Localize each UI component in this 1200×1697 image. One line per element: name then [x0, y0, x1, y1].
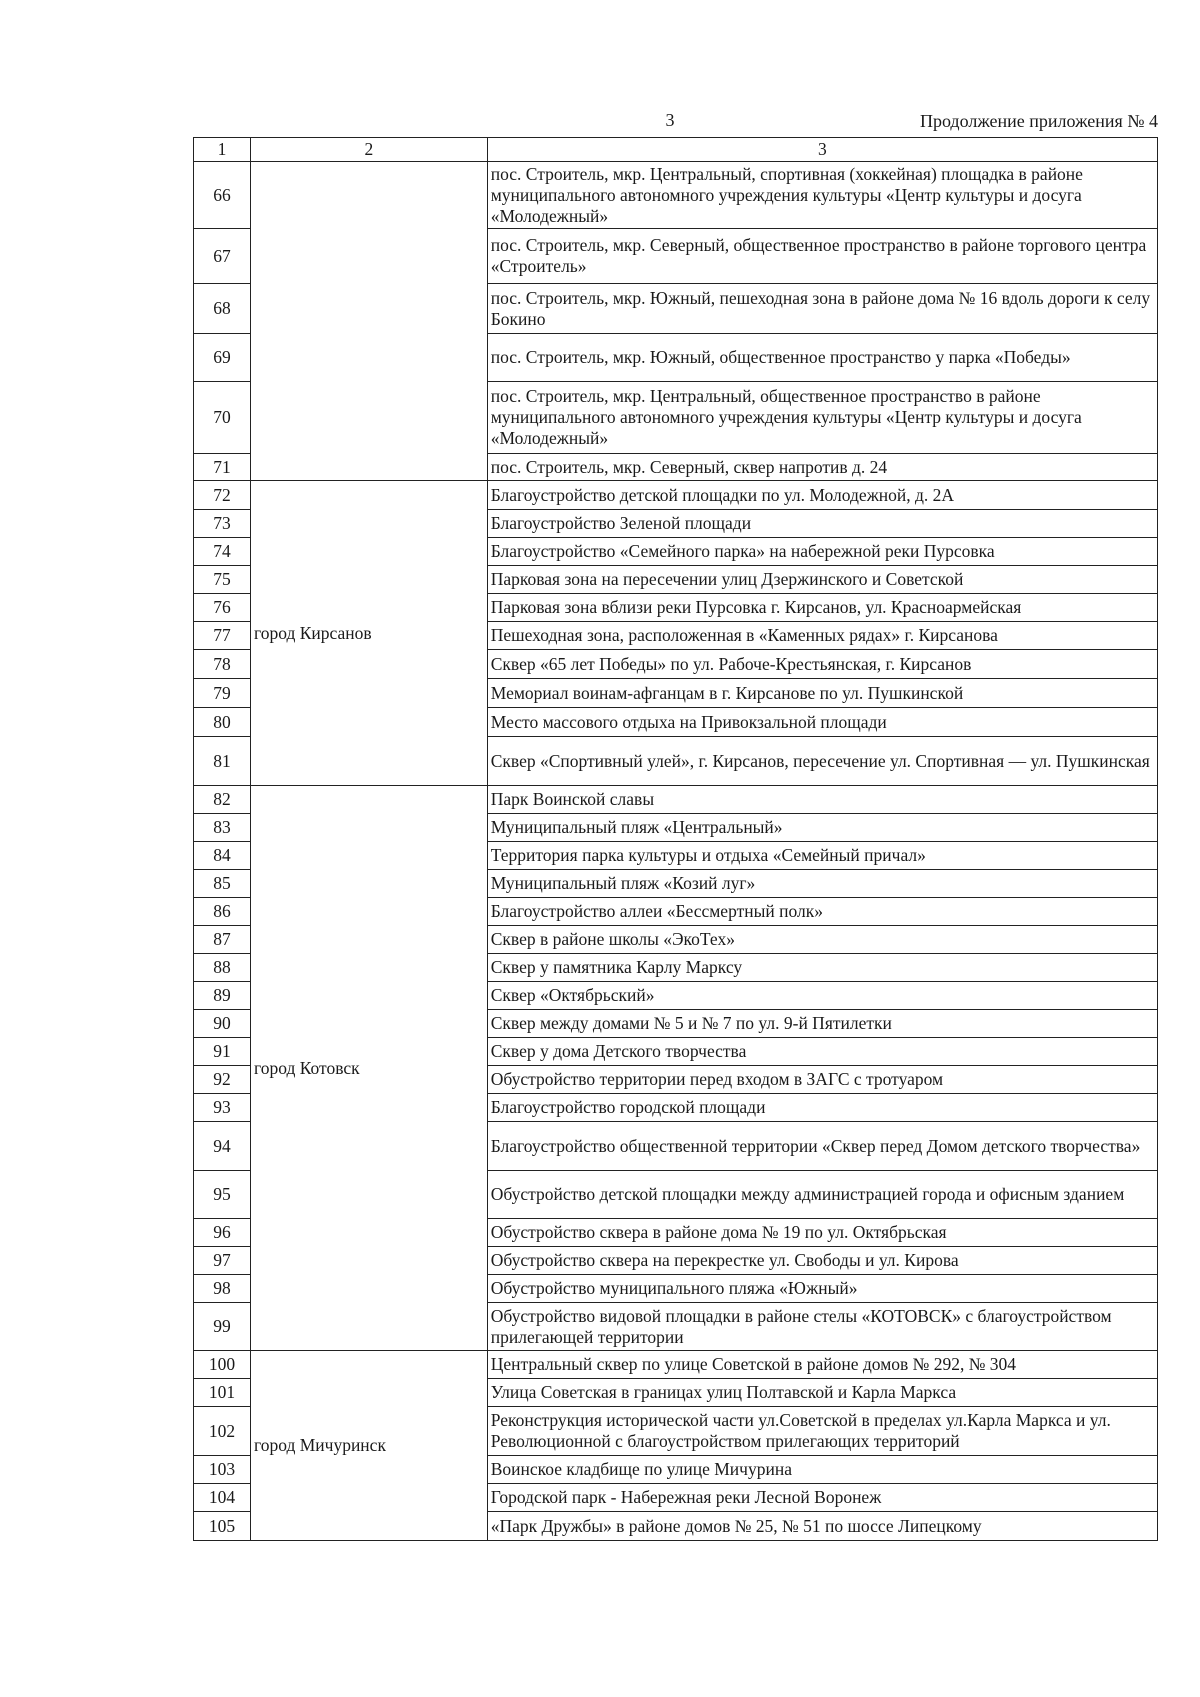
territory-description: пос. Строитель, мкр. Центральный, спортивная (хоккейная) площадка в районе муниципального автономного учреждения культуры «Центр культуры и досуга «Молодежный»: [487, 162, 1157, 229]
municipality-cell: город Кирсанов: [250, 481, 487, 786]
municipality-cell: город Мичуринск: [250, 1351, 487, 1541]
territory-description: Муниципальный пляж «Козий луг»: [487, 870, 1157, 898]
row-number: 68: [194, 284, 251, 334]
table-row: [194, 1351, 1158, 1379]
row-number: 104: [194, 1484, 251, 1512]
territory-description: Благоустройство детской площадки по ул. Молодежной, д. 2А: [487, 481, 1157, 510]
territory-description: Сквер между домами № 5 и № 7 по ул. 9-й Пятилетки: [487, 1010, 1157, 1038]
territory-description: пос. Строитель, мкр. Северный, сквер напротив д. 24: [487, 454, 1157, 481]
territory-description: Сквер у памятника Карлу Марксу: [487, 954, 1157, 982]
row-number: 67: [194, 229, 251, 284]
territory-description: Место массового отдыха на Привокзальной площади: [487, 708, 1157, 737]
row-number: 69: [194, 334, 251, 382]
appendix-continuation-label: Продолжение приложения № 4: [919, 111, 1158, 131]
territory-description: Обустройство сквера на перекрестке ул. Свободы и ул. Кирова: [487, 1247, 1157, 1275]
territory-description: Центральный сквер по улице Советской в районе домов № 292, № 304: [487, 1351, 1157, 1379]
territory-description: Воинское кладбище по улице Мичурина: [487, 1456, 1157, 1484]
row-number: 81: [194, 737, 251, 786]
territory-description: Обустройство видовой площадки в районе стелы «КОТОВСК» с благоустройством прилегающей территории: [487, 1303, 1157, 1351]
row-number: 84: [194, 842, 251, 870]
row-number: 103: [194, 1456, 251, 1484]
row-number: 71: [194, 454, 251, 481]
column-header-1: 1: [194, 138, 251, 162]
row-number: 87: [194, 926, 251, 954]
table-row: [194, 481, 1158, 510]
territory-description: пос. Строитель, мкр. Южный, общественное пространство у парка «Победы»: [487, 334, 1157, 382]
territory-description: Благоустройство городской площади: [487, 1094, 1157, 1122]
row-number: 72: [194, 481, 251, 510]
row-number: 98: [194, 1275, 251, 1303]
territory-description: Обустройство детской площадки между администрацией города и офисным зданием: [487, 1171, 1157, 1219]
table-row: [194, 786, 1158, 814]
row-number: 70: [194, 382, 251, 454]
territory-description: Пешеходная зона, расположенная в «Каменных рядах» г. Кирсанова: [487, 622, 1157, 650]
territories-table: [193, 137, 1158, 1541]
row-number: 100: [194, 1351, 251, 1379]
territory-description: Благоустройство общественной территории «Сквер перед Домом детского творчества»: [487, 1122, 1157, 1171]
territory-description: Сквер «Спортивный улей», г. Кирсанов, пересечение ул. Спортивная — ул. Пушкинская: [487, 737, 1157, 786]
row-number: 88: [194, 954, 251, 982]
row-number: 92: [194, 1066, 251, 1094]
territory-description: Городской парк - Набережная реки Лесной Воронеж: [487, 1484, 1157, 1512]
row-number: 86: [194, 898, 251, 926]
row-number: 90: [194, 1010, 251, 1038]
territory-description: Реконструкция исторической части ул.Советской в пределах ул.Карла Маркса и ул. Революционной с благоустройством прилегающих территорий: [487, 1407, 1157, 1456]
territory-description: пос. Строитель, мкр. Центральный, общественное пространство в районе муниципального автономного учреждения культуры «Центр культуры и досуга «Молодежный»: [487, 382, 1157, 454]
row-number: 99: [194, 1303, 251, 1351]
territory-description: Улица Советская в границах улиц Полтавской и Карла Маркса: [487, 1379, 1157, 1407]
territory-description: «Парк Дружбы» в районе домов № 25, № 51 по шоссе Липецкому: [487, 1512, 1157, 1541]
territory-description: Сквер у дома Детского творчества: [487, 1038, 1157, 1066]
row-number: 96: [194, 1219, 251, 1247]
territory-description: Сквер в районе школы «ЭкоТех»: [487, 926, 1157, 954]
territory-description: пос. Строитель, мкр. Северный, общественное пространство в районе торгового центра «Строитель»: [487, 229, 1157, 284]
territory-description: Обустройство муниципального пляжа «Южный»: [487, 1275, 1157, 1303]
row-number: 102: [194, 1407, 251, 1456]
row-number: 75: [194, 566, 251, 594]
row-number: 80: [194, 708, 251, 737]
row-number: 76: [194, 594, 251, 622]
row-number: 73: [194, 510, 251, 538]
column-header-2: 2: [250, 138, 487, 162]
row-number: 66: [194, 162, 251, 229]
territory-description: Благоустройство аллеи «Бессмертный полк»: [487, 898, 1157, 926]
table-row: [194, 162, 1158, 229]
row-number: 101: [194, 1379, 251, 1407]
territory-description: пос. Строитель, мкр. Южный, пешеходная зона в районе дома № 16 вдоль дороги к селу Бокино: [487, 284, 1157, 334]
territory-description: Парковая зона вблизи реки Пурсовка г. Кирсанов, ул. Красноармейская: [487, 594, 1157, 622]
row-number: 91: [194, 1038, 251, 1066]
page-number: 3: [665, 110, 675, 130]
row-number: 93: [194, 1094, 251, 1122]
territory-description: Благоустройство Зеленой площади: [487, 510, 1157, 538]
municipality-cell: город Котовск: [250, 786, 487, 1351]
row-number: 95: [194, 1171, 251, 1219]
territory-description: Обустройство территории перед входом в ЗАГС с тротуаром: [487, 1066, 1157, 1094]
row-number: 105: [194, 1512, 251, 1541]
row-number: 74: [194, 538, 251, 566]
territory-description: Парковая зона на пересечении улиц Дзержинского и Советской: [487, 566, 1157, 594]
territory-description: Сквер «Октябрьский»: [487, 982, 1157, 1010]
row-number: 83: [194, 814, 251, 842]
territory-description: Обустройство сквера в районе дома № 19 по ул. Октябрьская: [487, 1219, 1157, 1247]
territory-description: Мемориал воинам-афганцам в г. Кирсанове по ул. Пушкинской: [487, 679, 1157, 708]
row-number: 94: [194, 1122, 251, 1171]
column-number-row: [194, 138, 1158, 162]
territory-description: Территория парка культуры и отдыха «Семейный причал»: [487, 842, 1157, 870]
row-number: 79: [194, 679, 251, 708]
row-number: 82: [194, 786, 251, 814]
territory-description: Муниципальный пляж «Центральный»: [487, 814, 1157, 842]
column-header-3: 3: [487, 138, 1157, 162]
territory-description: Парк Воинской славы: [487, 786, 1157, 814]
territory-description: Сквер «65 лет Победы» по ул. Рабоче-Крестьянская, г. Кирсанов: [487, 650, 1157, 679]
territory-description: Благоустройство «Семейного парка» на набережной реки Пурсовка: [487, 538, 1157, 566]
row-number: 89: [194, 982, 251, 1010]
municipality-cell: [250, 162, 487, 481]
row-number: 78: [194, 650, 251, 679]
row-number: 97: [194, 1247, 251, 1275]
row-number: 85: [194, 870, 251, 898]
row-number: 77: [194, 622, 251, 650]
